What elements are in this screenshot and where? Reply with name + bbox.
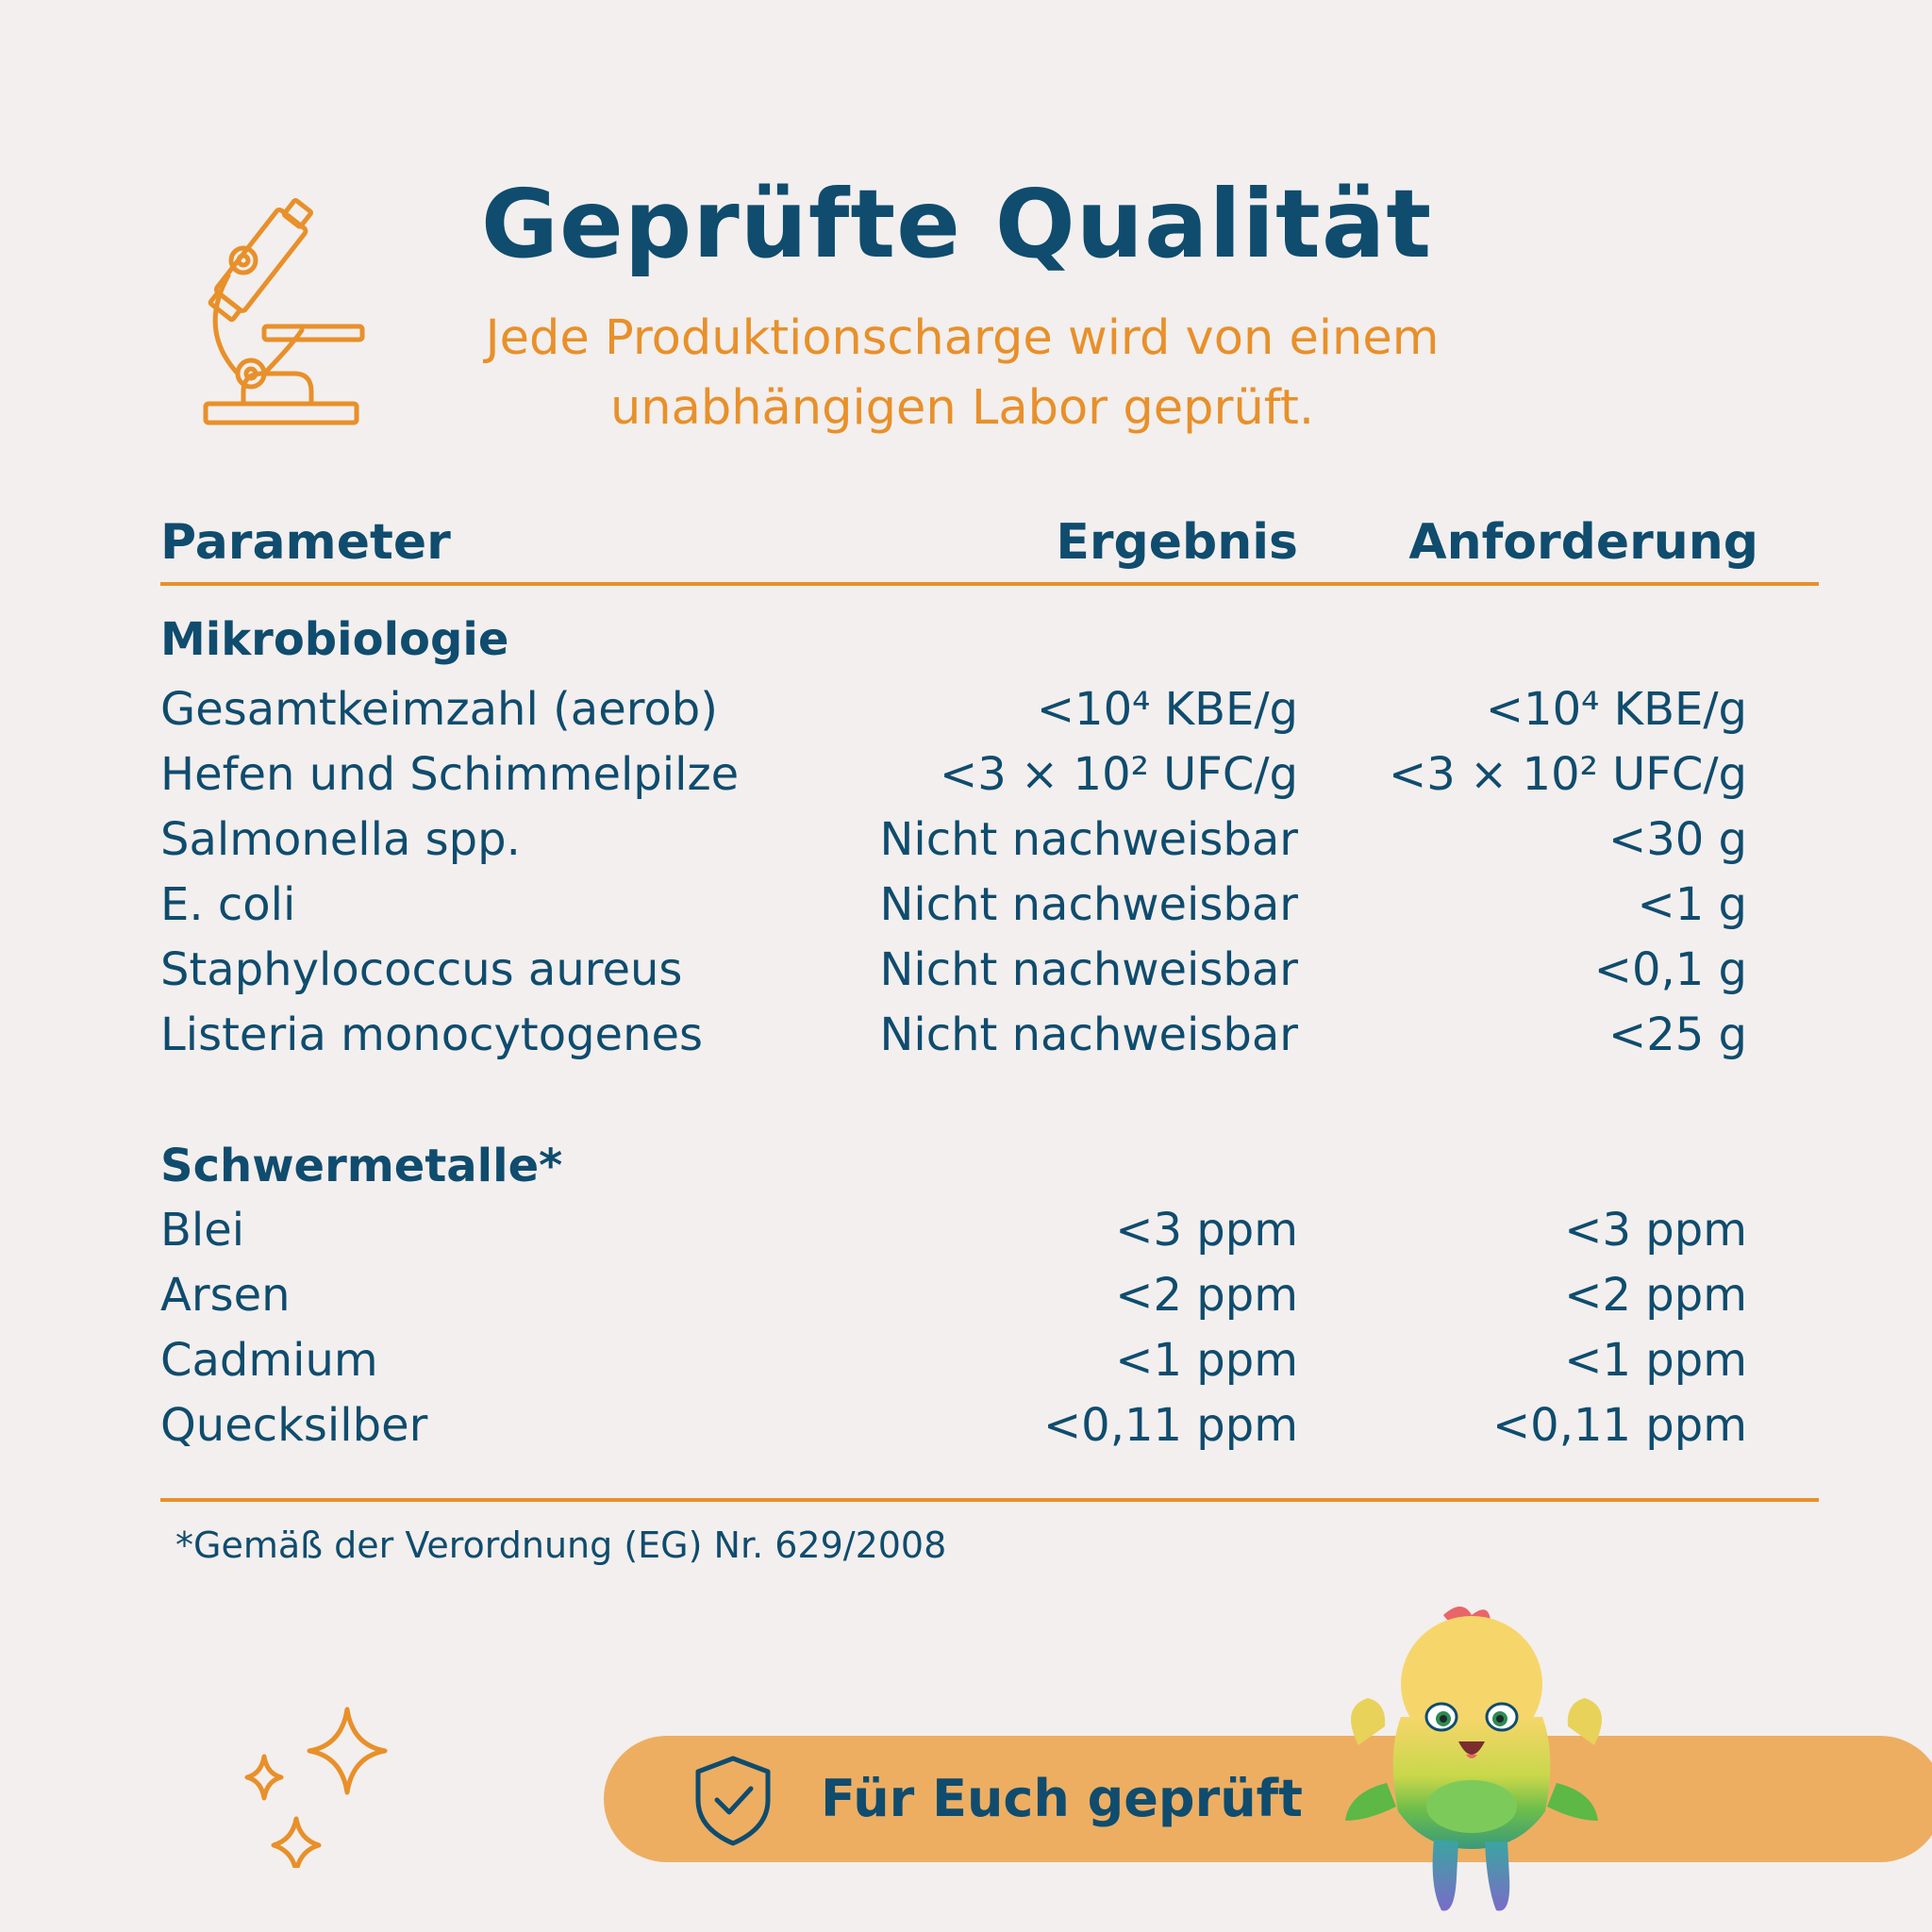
cell-anforderung: <30 g — [1607, 813, 1747, 866]
cell-ergebnis: <1 ppm — [1115, 1334, 1298, 1387]
cell-parameter: Gesamtkeimzahl (aerob) — [160, 683, 718, 736]
table-row — [0, 677, 1932, 742]
cell-ergebnis: <3 ppm — [1115, 1204, 1298, 1257]
cell-parameter: Hefen und Schimmelpilze — [160, 748, 740, 801]
cell-ergebnis: Nicht nachweisbar — [879, 943, 1298, 996]
cell-ergebnis: Nicht nachweisbar — [879, 813, 1298, 866]
cell-parameter: Quecksilber — [160, 1399, 428, 1452]
cell-anforderung: <2 ppm — [1564, 1269, 1747, 1322]
cell-anforderung: <0,11 ppm — [1491, 1399, 1747, 1452]
table-row — [0, 938, 1932, 1003]
cell-anforderung: <1 ppm — [1564, 1334, 1747, 1387]
mascot-illustration — [1330, 1594, 1623, 1924]
table-row — [0, 808, 1932, 873]
cell-ergebnis: <10⁴ KBE/g — [1036, 683, 1298, 736]
footnote: *Gemäß der Verordnung (EG) Nr. 629/2008 — [175, 1524, 947, 1566]
section-title-schwermetalle: Schwermetalle* — [160, 1140, 563, 1192]
shield-check-icon — [691, 1753, 775, 1847]
table-row — [0, 1393, 1932, 1458]
column-header-parameter: Parameter — [160, 514, 451, 571]
cell-parameter: Staphylococcus aureus — [160, 943, 683, 996]
cell-anforderung: <25 g — [1607, 1008, 1747, 1061]
table-row — [0, 873, 1932, 938]
cell-parameter: Salmonella spp. — [160, 813, 521, 866]
page-title: Geprüfte Qualität — [480, 169, 1433, 279]
cell-parameter: Cadmium — [160, 1334, 378, 1387]
badge-label: Für Euch geprüft — [821, 1769, 1303, 1828]
cell-anforderung: <10⁴ KBE/g — [1485, 683, 1747, 736]
table-row — [0, 1328, 1932, 1393]
cell-anforderung: <3 ppm — [1564, 1204, 1747, 1257]
subtitle-line-1: Jede Produktionscharge wird von einem — [485, 310, 1440, 366]
column-header-anforderung: Anforderung — [1408, 514, 1758, 571]
cell-parameter: E. coli — [160, 878, 296, 931]
sparkles-icon — [236, 1698, 396, 1868]
subtitle-line-2: unabhängigen Labor geprüft. — [609, 380, 1315, 436]
cell-anforderung: <1 g — [1637, 878, 1747, 931]
cell-ergebnis: <3 × 10² UFC/g — [940, 748, 1298, 801]
table-row — [0, 1263, 1932, 1328]
cell-ergebnis: <0,11 ppm — [1042, 1399, 1298, 1452]
table-top-divider — [160, 582, 1819, 586]
cell-ergebnis: Nicht nachweisbar — [879, 1008, 1298, 1061]
cell-ergebnis: <2 ppm — [1115, 1269, 1298, 1322]
cell-parameter: Listeria monocytogenes — [160, 1008, 704, 1061]
page-subtitle — [396, 304, 1528, 443]
table-row — [0, 1198, 1932, 1263]
table-row — [0, 1003, 1932, 1068]
cell-anforderung: <0,1 g — [1593, 943, 1747, 996]
cell-parameter: Arsen — [160, 1269, 291, 1322]
table-bottom-divider — [160, 1498, 1819, 1502]
cell-parameter: Blei — [160, 1204, 245, 1257]
column-header-ergebnis: Ergebnis — [1056, 514, 1298, 571]
section-title-mikrobiologie: Mikrobiologie — [160, 613, 509, 666]
table-row — [0, 742, 1932, 808]
cell-ergebnis: Nicht nachweisbar — [879, 878, 1298, 931]
cell-anforderung: <3 × 10² UFC/g — [1389, 748, 1747, 801]
